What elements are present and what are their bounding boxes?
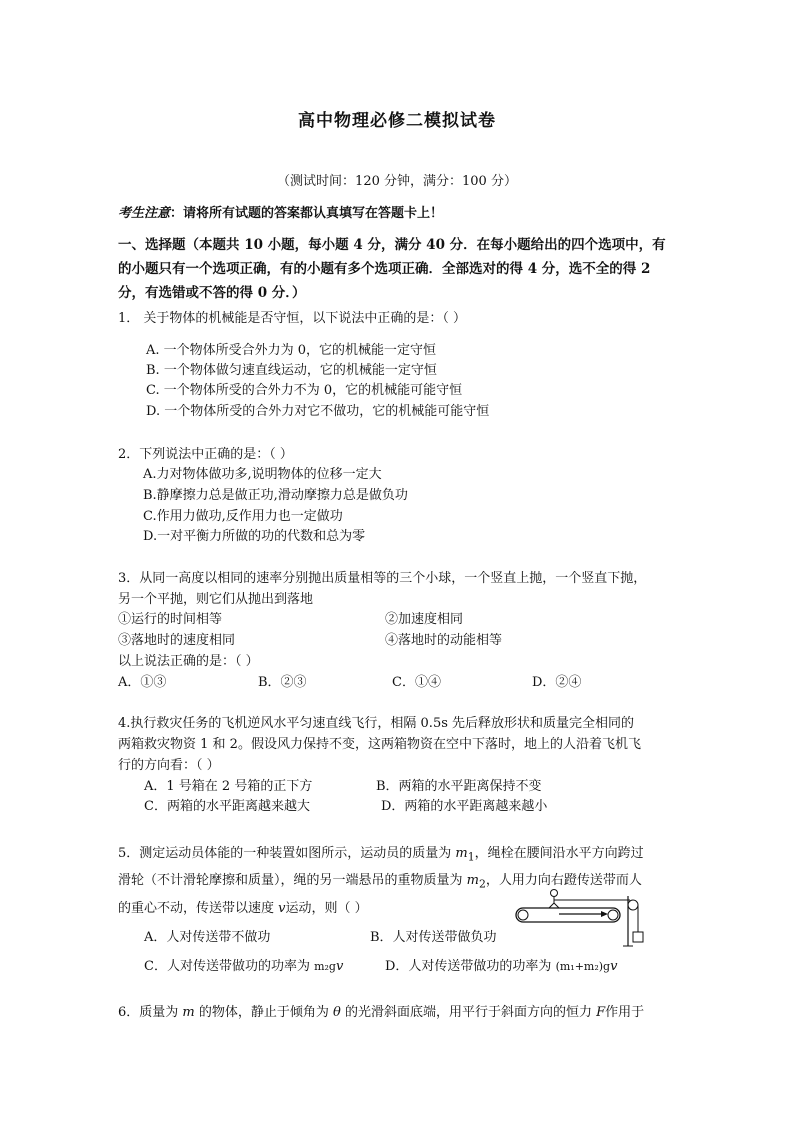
mass-symbol-m2: m [466, 873, 479, 888]
question-5-option-b: B．人对传送带做负功 [370, 930, 497, 945]
q6-text: 的物体，静止于倾角为 [194, 1005, 333, 1020]
question-2-option-b: B.静摩擦力总是做正功,滑动摩擦力总是做负功 [143, 488, 408, 503]
subscript-2: 2 [478, 877, 486, 891]
conveyor-pulley-diagram [513, 888, 648, 950]
question-5-stem-line-1 [118, 842, 644, 864]
question-3-stem-line-2: 另一个平抛，则它们从抛出到落地 [118, 592, 314, 607]
q5-text: 5．测定运动员体能的一种装置如图所示，运动员的质量为 [118, 846, 456, 861]
question-3-prompt: 以上说法正确的是：（ ） [118, 654, 259, 669]
question-2-option-c: C.作用力做功,反作用力也一定做功 [143, 509, 343, 524]
q5-text: 的重心不动，传送带以速度 [118, 901, 279, 916]
q5-text: ，人用力向右蹬传送带而人 [485, 873, 642, 888]
question-3-statement-2: ②加速度相同 [385, 612, 464, 627]
question-1-option-d: D. 一个物体所受的合外力对它不做功，它的机械能可能守恒 [146, 404, 490, 419]
question-3-statement-1: ①运行的时间相等 [118, 612, 223, 627]
question-5-option-d [385, 955, 617, 974]
question-3-statement-3: ③落地时的速度相同 [118, 633, 236, 648]
question-2-stem: 2．下列说法中正确的是：（ ） [118, 447, 293, 462]
question-4-stem-line-3: 行的方向看：（ ） [118, 758, 220, 773]
question-1-option-a: A. 一个物体所受合外力为 0，它的机械能一定守恒 [146, 343, 437, 358]
question-3-option-c: C．①④ [392, 675, 441, 690]
question-3-option-b: B．②③ [258, 675, 307, 690]
mass-symbol: m [182, 1005, 195, 1020]
q6-text: 的光滑斜面底端，用平行于斜面方向的恒力 [340, 1005, 597, 1020]
question-3-stem-line-1: 3．从同一高度以相同的速率分别抛出质量相等的三个小球，一个竖直上抛，一个竖直下抛， [118, 571, 647, 586]
q5-text: 滑轮（不计滑轮摩擦和质量），绳的另一端悬吊的重物质量为 [118, 873, 467, 888]
question-3-option-d: D．②④ [532, 675, 582, 690]
candidate-notice [118, 202, 443, 221]
question-4-option-a: A．1 号箱在 2 号箱的正下方 [144, 779, 313, 794]
exam-info: （测试时间：120 分钟，满分：100 分） [277, 174, 517, 189]
subscript-1: 1 [467, 850, 475, 864]
question-3-option-a: A．①③ [118, 675, 167, 690]
question-2-option-d: D.一对平衡力所做的功的代数和总为零 [143, 529, 366, 544]
notice-label: 考生注意 [118, 206, 171, 221]
q5-text: ，绳栓在腰间沿水平方向跨过 [474, 846, 644, 861]
question-1-option-b: B. 一个物体做匀速直线运动，它的机械能一定守恒 [146, 363, 437, 378]
velocity-symbol: v [278, 901, 286, 916]
question-6-stem [118, 1001, 644, 1020]
question-4-stem-line-2: 两箱救灾物资 1 和 2。假设风力保持不变，这两箱物资在空中下落时，地上的人沿着飞机飞 [118, 737, 641, 752]
force-symbol: F [596, 1005, 606, 1020]
q5-option-text: D．人对传送带做功的功率为 [385, 959, 556, 974]
question-1-option-c: C. 一个物体所受的合外力不为 0，它的机械能可能守恒 [146, 383, 463, 398]
question-4-option-c: C．两箱的水平距离越来越大 [144, 799, 310, 814]
page-title: 高中物理必修二模拟试卷 [298, 111, 496, 131]
mass-symbol-m1: m [455, 846, 468, 861]
angle-symbol: θ [333, 1005, 341, 1020]
question-1-stem: 1． 关于物体的机械能是否守恒，以下说法中正确的是：（ ） [118, 311, 467, 326]
question-5-stem-line-3 [118, 897, 368, 916]
question-4-option-b: B．两箱的水平距离保持不变 [376, 779, 542, 794]
q6-text: 6．质量为 [118, 1005, 183, 1020]
q5-option-text: C．人对传送带做功的功率为 [144, 959, 315, 974]
section-heading: 一、选择题（本题共 10 小题，每小题 4 分，满分 40 分．在每小题给出的四个选项中，有的小题只有一个选项正确，有的小题有多个选项正确．全部选对的得 4 分，选不全的得 2 分，有选错或不答的得 0 分．） [118, 237, 666, 301]
power-formula: (m₁+m₂)g [555, 960, 611, 973]
notice-text: ：请将所有试题的答案都认真填写在答题卡上！ [170, 206, 444, 221]
velocity-symbol: v [610, 959, 618, 974]
power-formula: m₂g [314, 960, 336, 973]
question-3-statement-4: ④落地时的动能相等 [385, 633, 503, 648]
question-2-option-a: A.力对物体做功多,说明物体的位移一定大 [143, 467, 382, 482]
velocity-symbol: v [335, 959, 344, 974]
question-5-option-a: A．人对传送带不做功 [144, 930, 271, 945]
question-5-option-c [144, 955, 343, 974]
q6-text: 作用于 [605, 1005, 645, 1020]
question-4-option-d: D．两箱的水平距离越来越小 [381, 799, 548, 814]
q5-text: 运动，则（ ） [285, 901, 368, 916]
question-4-stem-line-1: 4.执行救灾任务的飞机逆风水平匀速直线飞行，相隔 0.5s 先后释放形状和质量完全相同的 [118, 716, 635, 731]
